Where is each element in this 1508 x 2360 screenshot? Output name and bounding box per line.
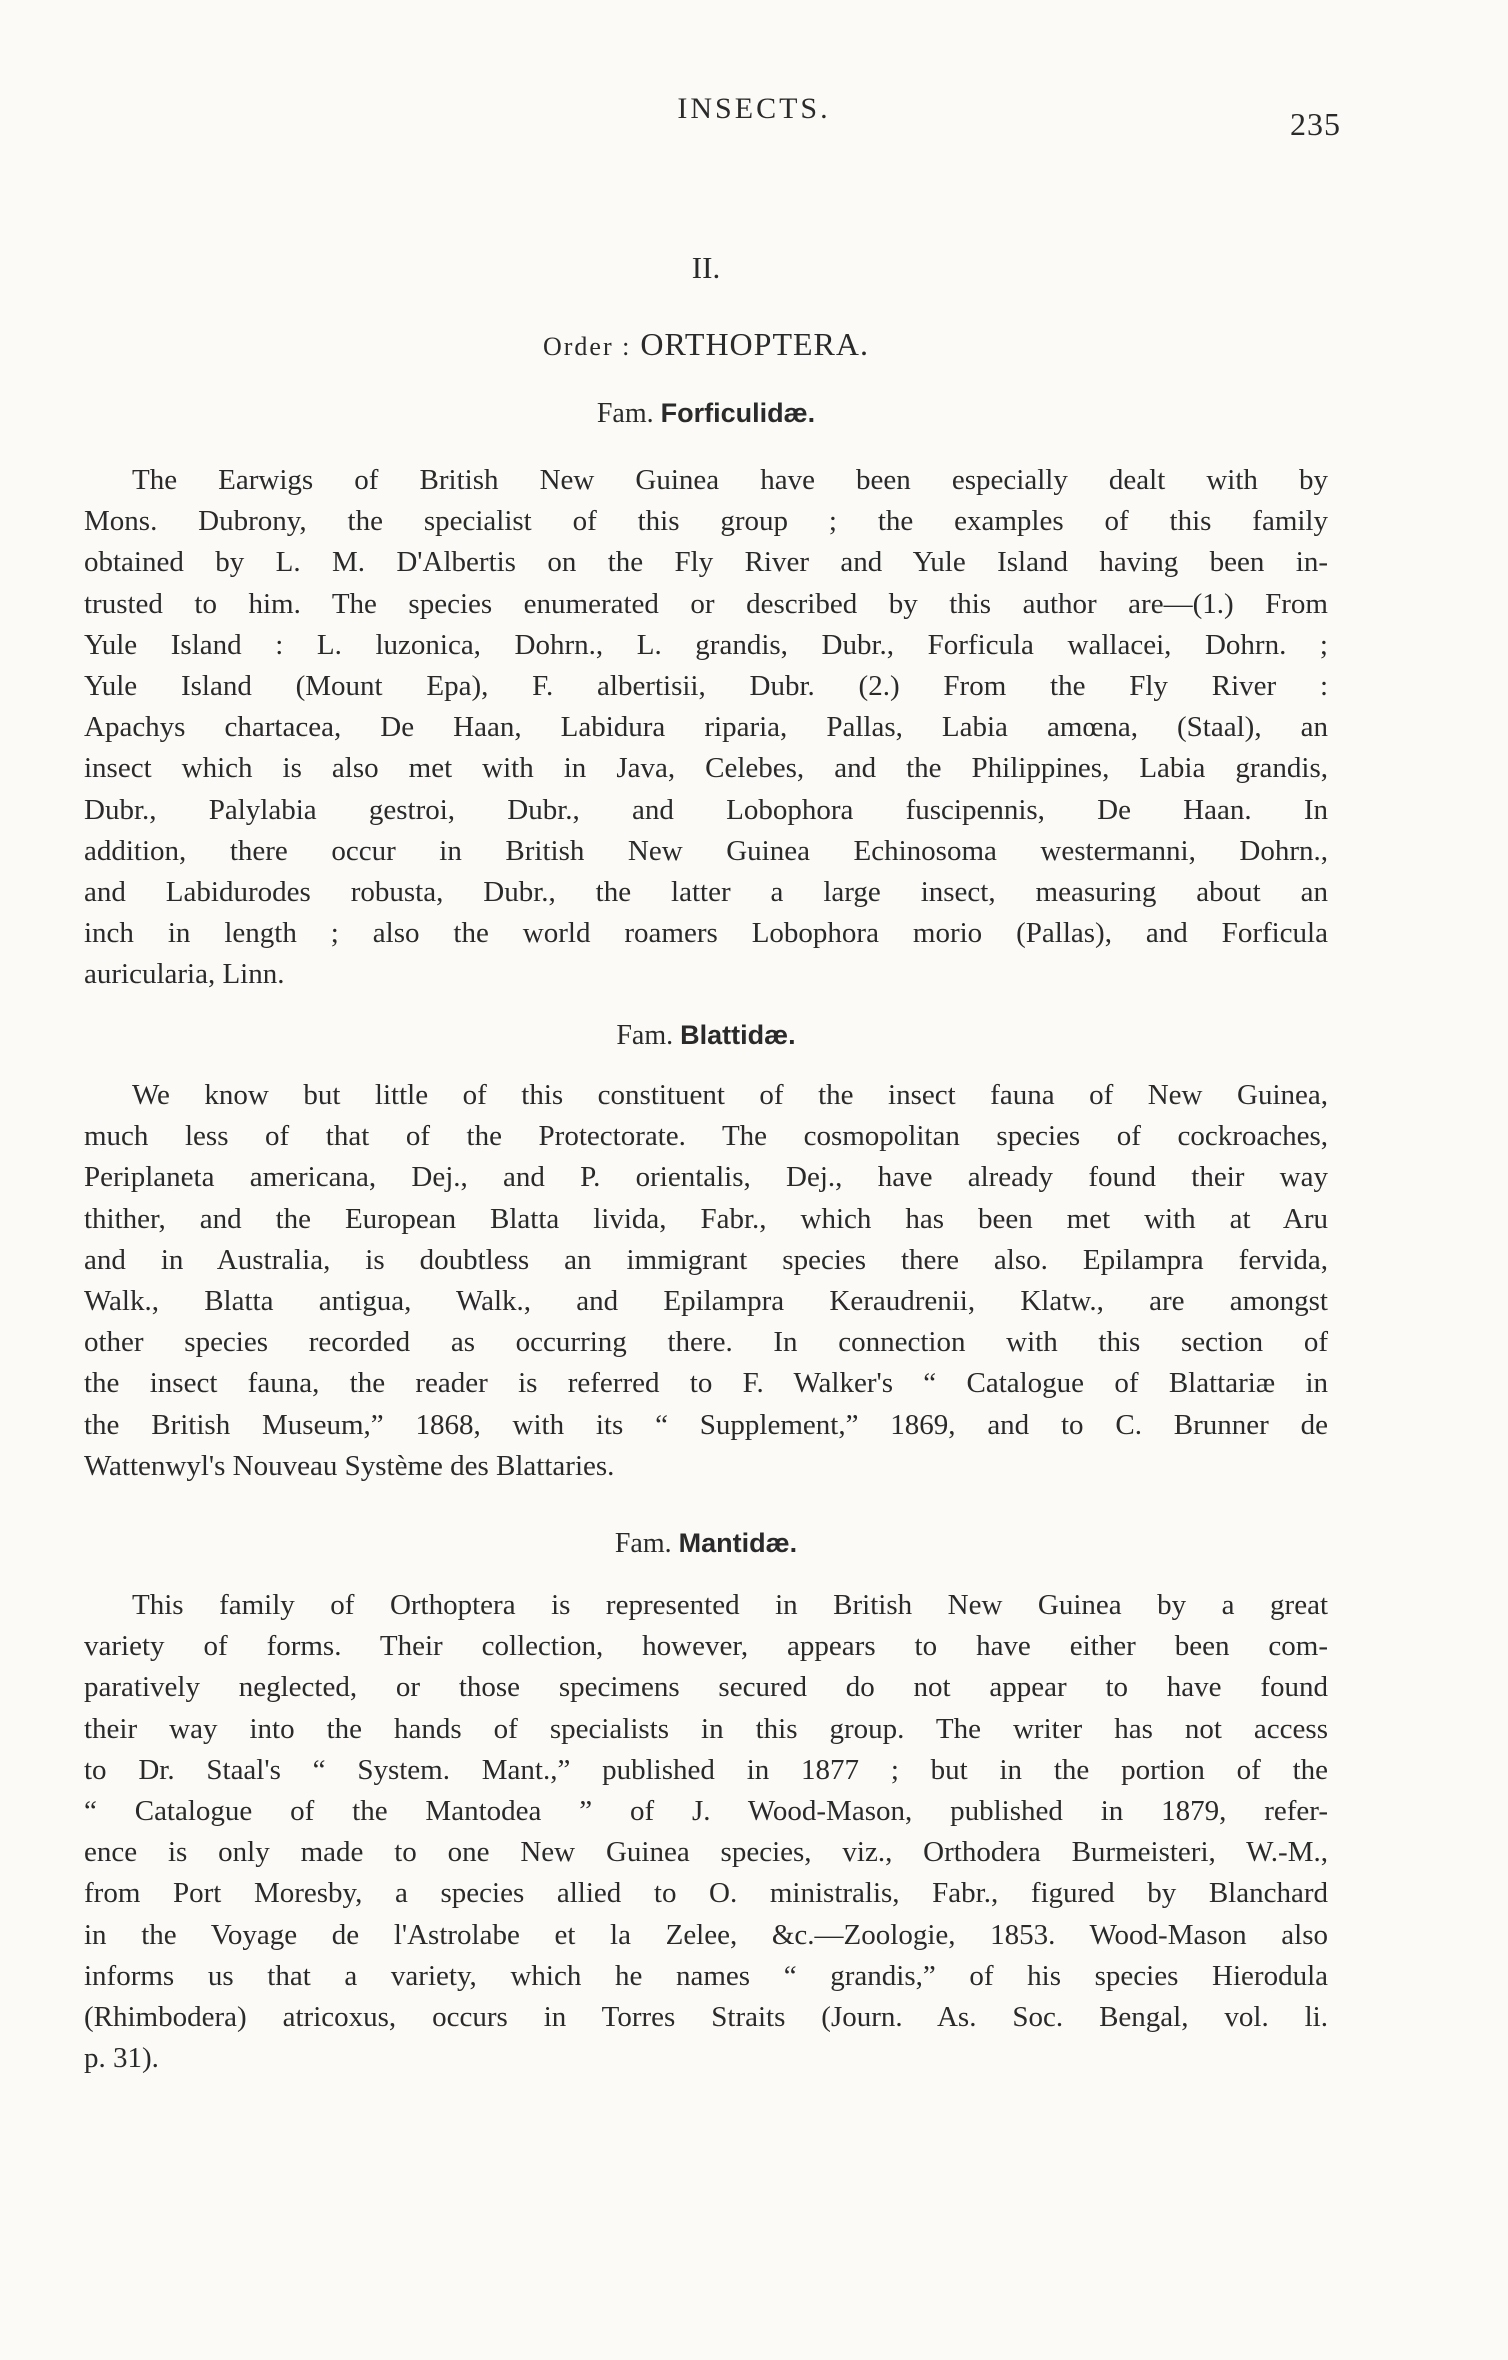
text-line: Apachys chartacea, De Haan, Labidura riparia, Pallas, Labia amœna, (Staal), an bbox=[84, 711, 1328, 744]
family-heading-prefix: Fam. bbox=[596, 398, 654, 429]
text-line: This family of Orthoptera is represented in British New Guinea by a great bbox=[132, 1589, 1328, 1621]
family-heading-name: Forficulidæ. bbox=[660, 398, 816, 428]
text-line: variety of forms. Their collection, however, appears to have either been com- bbox=[84, 1630, 1328, 1663]
text-line: paratively neglected, or those specimens secured do not appear to have found bbox=[84, 1671, 1328, 1704]
text-line: in the Voyage de l'Astrolabe et la Zelee, &c.—Zoologie, 1853. Wood-Mason also bbox=[84, 1918, 1328, 1951]
order-name: ORTHOPTERA. bbox=[640, 326, 869, 362]
text-line: Walk., Blatta antigua, Walk., and Epilampra Keraudrenii, Klatw., are amongst bbox=[84, 1284, 1328, 1317]
paragraph-forficulidae bbox=[84, 460, 1328, 995]
text-line: inch in length ; also the world roamers Lobophora morio (Pallas), and Forficula bbox=[84, 917, 1328, 950]
family-heading-mantidae bbox=[0, 1528, 1412, 1560]
family-heading-forficulidae bbox=[0, 398, 1412, 430]
text-line: The Earwigs of British New Guinea have been especially dealt with by bbox=[132, 464, 1328, 496]
order-heading bbox=[0, 326, 1412, 363]
text-line: and in Australia, is doubtless an immigrant species there also. Epilampra fervida, bbox=[84, 1243, 1328, 1276]
text-line: the insect fauna, the reader is referred to F. Walker's “ Catalogue of Blattariæ in bbox=[84, 1367, 1328, 1400]
text-line: addition, there occur in British New Guinea Echinosoma westermanni, Dohrn., bbox=[84, 834, 1328, 867]
order-prefix: Order : bbox=[543, 332, 632, 361]
section-number: II. bbox=[691, 250, 721, 285]
text-line: other species recorded as occurring there. In connection with this section of bbox=[84, 1326, 1328, 1359]
family-heading-name: Blattidæ. bbox=[680, 1020, 796, 1050]
text-line: We know but little of this constituent of the insect fauna of New Guinea, bbox=[132, 1079, 1328, 1111]
text-line: p. 31). bbox=[84, 2042, 159, 2075]
text-line: thither, and the European Blatta livida, Fabr., which has been met with at Aru bbox=[84, 1202, 1328, 1235]
text-line: Wattenwyl's Nouveau Système des Blattaries. bbox=[84, 1449, 615, 1482]
text-line: the British Museum,” 1868, with its “ Supplement,” 1869, and to C. Brunner de bbox=[84, 1408, 1328, 1441]
running-head: INSECTS. bbox=[677, 92, 831, 125]
text-line: auricularia, Linn. bbox=[84, 958, 285, 991]
text-line: (Rhimbodera) atricoxus, occurs in Torres Straits (Journ. As. Soc. Bengal, vol. li. bbox=[84, 2000, 1328, 2033]
text-line: Periplaneta americana, Dej., and P. orientalis, Dej., have already found their way bbox=[84, 1161, 1328, 1194]
page-number: 235 bbox=[1290, 106, 1341, 142]
family-heading-blattidae bbox=[0, 1020, 1412, 1052]
family-heading-name: Mantidæ. bbox=[678, 1528, 798, 1558]
paragraph-mantidae bbox=[84, 1585, 1328, 2079]
text-line: “ Catalogue of the Mantodea ” of J. Wood-Mason, published in 1879, refer- bbox=[84, 1794, 1328, 1827]
text-line: Yule Island : L. luzonica, Dohrn., L. grandis, Dubr., Forficula wallacei, Dohrn. ; bbox=[84, 628, 1328, 661]
text-line: obtained by L. M. D'Albertis on the Fly River and Yule Island having been in- bbox=[84, 546, 1328, 579]
text-line: Mons. Dubrony, the specialist of this group ; the examples of this family bbox=[84, 505, 1328, 538]
text-line: to Dr. Staal's “ System. Mant.,” published in 1877 ; but in the portion of the bbox=[84, 1753, 1328, 1786]
family-heading-prefix: Fam. bbox=[616, 1020, 674, 1051]
text-line: trusted to him. The species enumerated or described by this author are—(1.) From bbox=[84, 587, 1328, 620]
text-line: informs us that a variety, which he names “ grandis,” of his species Hierodula bbox=[84, 1959, 1328, 1992]
text-line: and Labidurodes robusta, Dubr., the latter a large insect, measuring about an bbox=[84, 875, 1328, 908]
text-line: their way into the hands of specialists in this group. The writer has not access bbox=[84, 1712, 1328, 1745]
text-line: ence is only made to one New Guinea species, viz., Orthodera Burmeisteri, W.-M., bbox=[84, 1836, 1328, 1869]
text-line: from Port Moresby, a species allied to O. ministralis, Fabr., figured by Blanchard bbox=[84, 1877, 1328, 1910]
text-line: Yule Island (Mount Epa), F. albertisii, Dubr. (2.) From the Fly River : bbox=[84, 669, 1328, 702]
paragraph-blattidae bbox=[84, 1075, 1328, 1487]
text-line: insect which is also met with in Java, Celebes, and the Philippines, Labia grandis, bbox=[84, 752, 1328, 785]
text-line: much less of that of the Protectorate. The cosmopolitan species of cockroaches, bbox=[84, 1120, 1328, 1153]
text-line: Dubr., Palylabia gestroi, Dubr., and Lobophora fuscipennis, De Haan. In bbox=[84, 793, 1328, 826]
family-heading-prefix: Fam. bbox=[614, 1528, 672, 1559]
